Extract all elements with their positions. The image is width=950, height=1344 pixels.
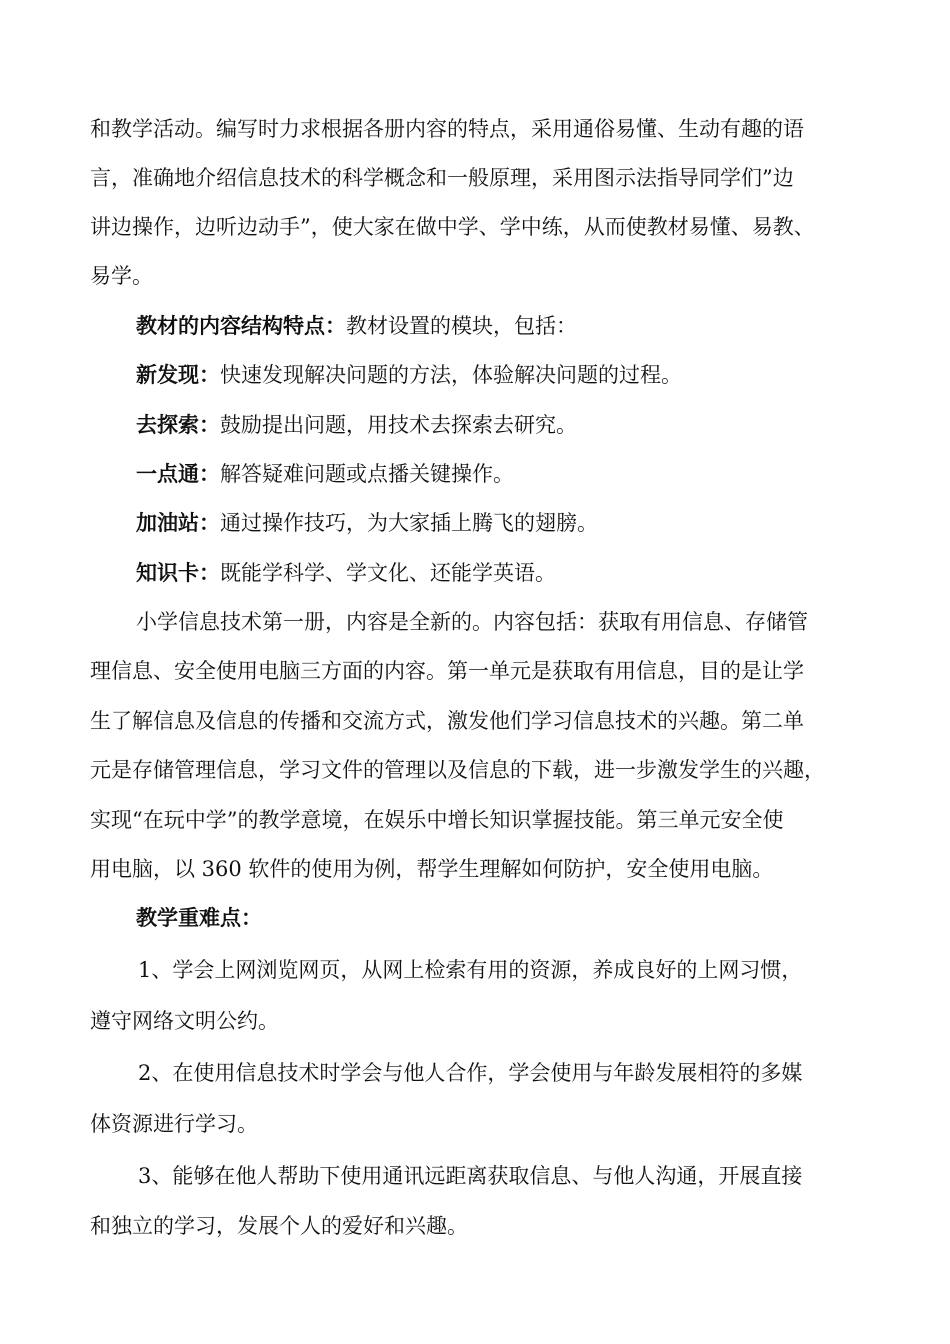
- module-item: [136, 459, 916, 489]
- key-point-line: 和独立的学习，发展个人的爱好和兴趣。: [90, 1214, 468, 1238]
- key-point-line: 1、学会上网浏览网页，从网上检索有用的资源，养成良好的上网习惯，: [138, 958, 803, 982]
- module-label: 一点通：: [136, 461, 220, 486]
- module-text: 通过操作技巧，为大家插上腾飞的翅膀。: [220, 511, 598, 535]
- module-label: 去探索：: [136, 412, 220, 437]
- paragraph-line: 元是存储管理信息，学习文件的管理以及信息的下载，进一步激发学生的兴趣，: [90, 758, 825, 782]
- module-label: 加油站：: [136, 510, 220, 535]
- module-item: [136, 410, 916, 440]
- key-point-line: 遵守网络文明公约。: [90, 1009, 279, 1033]
- paragraph-line: 讲边操作，边听边动手”，使大家在做中学、学中练，从而使教材易懂、易教、: [90, 215, 815, 239]
- paragraph-line: 和教学活动。编写时力求根据各册内容的特点，采用通俗易懂、生动有趣的语: [90, 117, 804, 141]
- structure-paragraph: [136, 311, 916, 341]
- module-label: 新发现：: [136, 362, 220, 387]
- paragraph-line: 小学信息技术第一册，内容是全新的。内容包括：获取有用信息、存储管: [136, 610, 808, 634]
- module-text: 既能学科学、学文化、还能学英语。: [220, 561, 556, 585]
- module-item: [136, 558, 916, 588]
- key-point-line: 体资源进行学习。: [90, 1112, 258, 1136]
- module-text: 解答疑难问题或点播关键操作。: [220, 462, 514, 486]
- key-point-line: 3、能够在他人帮助下使用通讯远距离获取信息、与他人沟通，开展直接: [138, 1164, 803, 1188]
- paragraph-line: 理信息、安全使用电脑三方面的内容。第一单元是获取有用信息，目的是让学: [90, 659, 804, 683]
- module-text: 鼓励提出问题，用技术去探索去研究。: [220, 413, 577, 437]
- paragraph-line: 用电脑，以 360 软件的使用为例，帮学生理解如何防护，安全使用电脑。: [90, 857, 774, 881]
- paragraph-line: 实现“在玩中学”的教学意境，在娱乐中增长知识掌握技能。第三单元安全使: [90, 808, 784, 832]
- structure-label: 教材的内容结构特点：: [136, 313, 346, 338]
- section-heading: 教学重难点：: [136, 905, 262, 930]
- paragraph-line: 言，准确地介绍信息技术的科学概念和一般原理，采用图示法指导同学们”边: [90, 166, 794, 190]
- module-item: [136, 360, 916, 390]
- paragraph-line: 易学。: [90, 264, 153, 288]
- paragraph-line: 生了解信息及信息的传播和交流方式，激发他们学习信息技术的兴趣。第二单: [90, 709, 804, 733]
- module-text: 快速发现解决问题的方法，体验解决问题的过程。: [220, 363, 682, 387]
- key-point-line: 2、在使用信息技术时学会与他人合作，学会使用与年龄发展相符的多媒: [138, 1061, 803, 1085]
- structure-text: 教材设置的模块，包括：: [346, 314, 577, 338]
- module-item: [136, 508, 916, 538]
- module-label: 知识卡：: [136, 560, 220, 585]
